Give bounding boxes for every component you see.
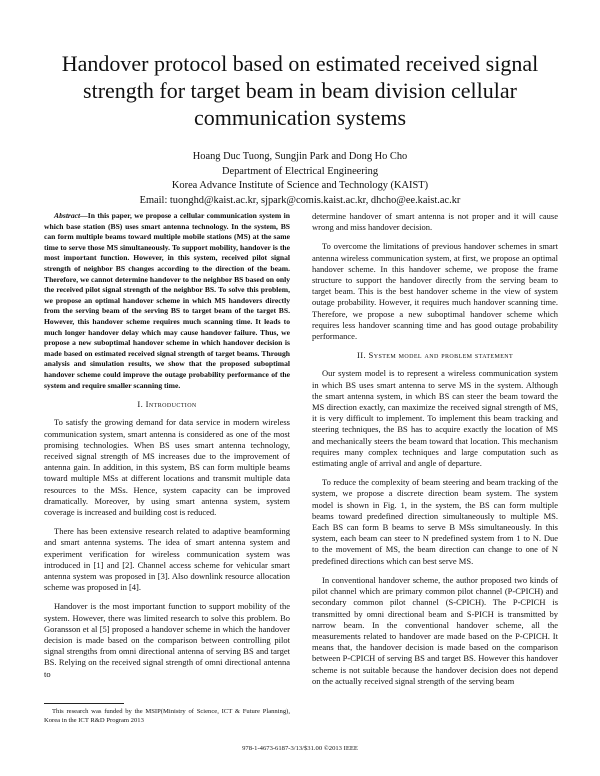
intro-paragraph-1: To satisfy the growing demand for data service in modern wireless communication system, smart antenna is considered as one of the most promising technologies. When BS uses smart antenna technology, received signal strength of MS increases due to the improvement of antenna gain. In addition, in this system, BS can form multiple beams toward multiple MSs at different locations and transmit multiple data resources to the MSs. Hence, system capacity can be improved dramatically. Moreover, by using smart antenna system, system coverage is increased and building cost is reduced. [44, 417, 290, 517]
author-names: Hoang Duc Tuong, Sungjin Park and Dong Ho Cho [192, 151, 408, 162]
section-heading-system-model: II. System model and problem statement [356, 350, 514, 361]
section-heading-introduction: I. Introduction [137, 399, 197, 410]
affiliation-institute: Korea Advance Institute of Science and Technology (KAIST) [171, 180, 429, 191]
intro-paragraph-4: To overcome the limitations of previous handover schemes in smart antenna wireless communication system, at first, we propose an optimal handover scheme. In this handover scheme, we propose the frame structure to support the handover directly from the serving beam to target beam. This is the best handover scheme in the view of system outage probability. However, it requires much handover scanning time. Therefore, we propose a new suboptimal handover scheme which requires less handover scanning time and has good outage probability performance. [312, 241, 558, 342]
intro-paragraph-2: There has been extensive research related to adaptive beamforming and smart antenna systems. The idea of smart antenna system and experiment verification for wireless communication system was introduced in [1] and [2]. Channel access scheme for vehicular smart antenna system was proposed in [3]. Also downlink resource allocation scheme was proposed in [4]. [44, 526, 290, 593]
right-column [312, 211, 558, 695]
abstract-text: In this paper, we propose a cellular communication system in which base station (BS) uses smart antenna technology. In the system, BS can form multiple beams toward multiple mobile stations (MS) at the same time to serve those MS simultaneously. To support mobility, handover is the most important function. However, in this system, received pilot signal strength of neighbor BS changes according to the direction of the beam. Therefore, we cannot determine handover to the neighbor BS based on only the received pilot signal strength of the neighbor BS. To solve this problem, we propose an optimal handover scheme in which MS handovers directly from the serving beam of the serving BS to target beam of the target BS. However, this handover scheme requires much scanning time. It leads to much longer handover delay which may cause handover failure. Thus, we propose a new suboptimal handover scheme in which handover decision is made based on estimated received signal strength of target beams. Through analysis and simulation results, we show that the proposed suboptimal handover scheme could improve the outage probability performance of the system and require smaller scanning time. [44, 211, 290, 390]
copyright-notice: 978-1-4673-6187-3/13/$31.00 ©2013 IEEE [242, 745, 358, 752]
abstract-lead: Abstract— [54, 211, 88, 220]
funding-footnote: This research was funded by the MSIP(Ministry of Science, ICT & Future Planning), Korea in the ICT R&D Program 2013 [44, 708, 290, 724]
left-column [44, 211, 290, 688]
model-paragraph-2: To reduce the complexity of beam steering and beam tracking of the system, we propose a discrete direction beam system. The system model is shown in Fig. 1, in the system, the BS can form multiple beams toward predefined direction simultaneously to multiple MS. Each BS can form B beams to serve B MSs simultaneously. In this system, each beam can steer to N predefined system from 1 to N. Due to the movement of MS, the beam direction can change to one of N predefined directions which can best serve MS. [312, 477, 558, 566]
intro-paragraph-3: Handover is the most important function to support mobility of the system. However, there was limited research to solve this problem. Bo Goransson et al [5] proposed a handover scheme in which the handover decision is made based on the comparison between controlling pilot signal strengths from omni directional antenna of serving BS and target BS. Relying on the received signal strength of omni directional antenna to [44, 601, 290, 679]
paper-title: Handover protocol based on estimated received signal strength for target beam in beam division cellular communication systems [61, 51, 539, 130]
author-emails: Email: tuonghd@kaist.ac.kr, sjpark@comis.kaist.ac.kr, dhcho@ee.kaist.ac.kr [139, 194, 461, 206]
model-paragraph-1: Our system model is to represent a wireless communication system in which BS uses smart antenna to serve MS in the system. Although the smart antenna system, in which BS can steer the beam toward the MS direction exactly, can maximize the received signal strength of MS, it is very difficult to implement. To implement this beam tracking and steering techniques, the BS has to acquire exactly the location of MS and mechanically steers the beam toward that location. This mechanism requires many complex techniques and large computation such as estimating angle of arrival and angle of departure. [312, 368, 558, 469]
intro-paragraph-continued: determine handover of smart antenna is not proper and it will cause wrong and miss handover decision. [312, 211, 558, 233]
footnote-divider [44, 703, 124, 704]
abstract [44, 211, 290, 391]
model-paragraph-3: In conventional handover scheme, the author proposed two kinds of pilot channel which are primary common pilot channel (P-CPICH) and secondary common pilot channel (S-CPICH). The P-CPICH is transmitted by omni directional beam and S-PICH is transmitted by narrow beam. In the conventional handover scheme, all the measurements related to handover are made based on the P-CPICH. It means that, the handover decision is made based on the comparison between P-CPICH of serving BS and target BS. However this handover scheme is not suitable because the handover decision does not depend on the actually received signal strength of the serving beam [312, 574, 558, 686]
affiliation-department: Department of Electrical Engineering [221, 165, 379, 177]
author-block [60, 150, 540, 208]
